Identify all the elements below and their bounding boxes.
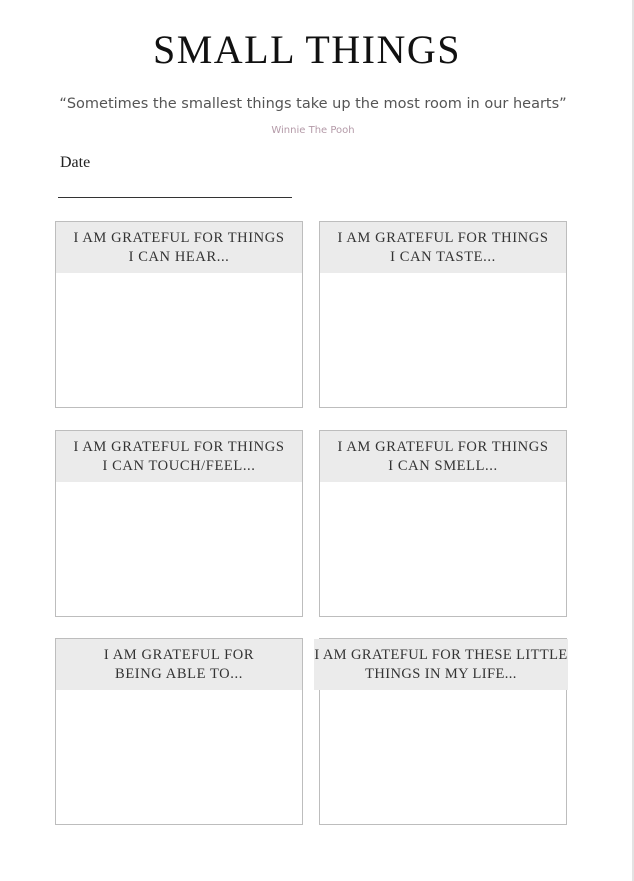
gratitude-box-writing-area[interactable] — [56, 690, 302, 824]
gratitude-box-writing-area[interactable] — [320, 482, 566, 616]
quote-author: Winnie The Pooh — [271, 125, 355, 136]
gratitude-box-hear — [55, 221, 303, 408]
page-title: SMALL THINGS — [152, 27, 462, 72]
gratitude-box-writing-area[interactable] — [56, 482, 302, 616]
gratitude-box-writing-area[interactable] — [320, 273, 566, 407]
gratitude-box-heading: I AM GRATEFUL FOR THINGS I CAN SMELL... — [320, 431, 566, 482]
gratitude-box-writing-area[interactable] — [320, 690, 566, 824]
quote-text: “Sometimes the smallest things take up the most room in our hearts” — [59, 96, 567, 112]
gratitude-box-heading: I AM GRATEFUL FOR THESE LITTLE THINGS IN MY LIFE... — [314, 639, 568, 690]
gratitude-box-heading: I AM GRATEFUL FOR BEING ABLE TO... — [56, 639, 302, 690]
gratitude-box-writing-area[interactable] — [56, 273, 302, 407]
gratitude-box-smell — [319, 430, 567, 617]
gratitude-box-taste — [319, 221, 567, 408]
gratitude-box-heading: I AM GRATEFUL FOR THINGS I CAN HEAR... — [56, 222, 302, 273]
gratitude-box-able-to — [55, 638, 303, 825]
date-entry-line[interactable] — [58, 197, 292, 198]
gratitude-box-touch-feel — [55, 430, 303, 617]
gratitude-box-heading: I AM GRATEFUL FOR THINGS I CAN TASTE... — [320, 222, 566, 273]
gratitude-box-little-things — [314, 638, 568, 825]
date-label: Date — [60, 154, 91, 171]
gratitude-box-heading: I AM GRATEFUL FOR THINGS I CAN TOUCH/FEEL... — [56, 431, 302, 482]
